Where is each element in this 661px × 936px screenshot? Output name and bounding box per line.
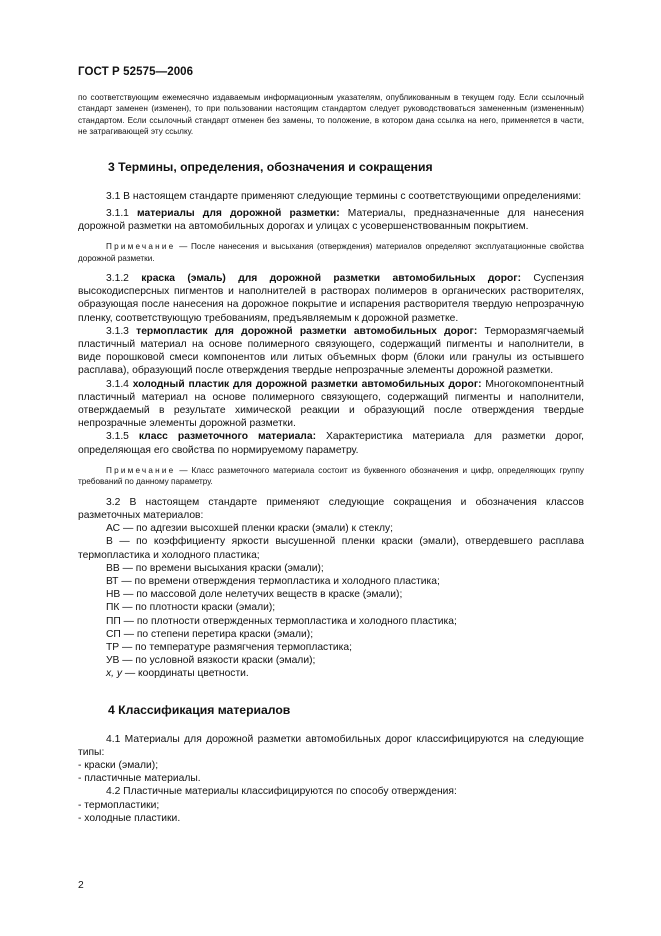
note-2 — [78, 465, 584, 488]
paragraph-3-2: 3.2 В настоящем стандарте применяют следующие сокращения и обозначения классов разметочных материалов: — [78, 496, 584, 521]
term-3-1-2 — [78, 272, 584, 325]
abbr-list-item: ВВ — по времени высыхания краски (эмали); — [106, 562, 324, 574]
term-name: краска (эмаль) для дорожной разметки автомобильных дорог: — [141, 273, 521, 285]
note-1 — [78, 241, 584, 264]
paragraph-3-1: 3.1 В настоящем стандарте применяют следующие термины с соответствующими определениями: — [106, 190, 582, 202]
note-label: Примечание — [106, 465, 176, 475]
abbr-list-item: УВ — по условной вязкости краски (эмали); — [106, 655, 316, 667]
section-3-title: 3 Термины, определения, обозначения и сокращения — [108, 159, 433, 174]
term-definition: Многокомпонентный пластичный материал на основе полимерного связующего, содержащий пигменты и наполнители, отверждаемый в результате химической реакции и образующий после отверждения твердые непрозрачные элементы дорожной разметки. — [78, 378, 584, 430]
term-definition: Суспензия высокодисперсных пигментов и наполнителей в растворах полимеров в органических растворителях, образующая после нанесения на дорожное покрытие и испарения растворителя твердую непрозрачную пленку, соответствующую требованиям, предъявляемым к дорожной разметке. — [78, 273, 584, 324]
page-number: 2 — [78, 880, 84, 891]
chromaticity-vars: x, y — [106, 668, 123, 680]
note-text: — Класс разметочного материала состоит из буквенного обозначения и цифр, определяющих группу требований по данному параметру. — [78, 465, 584, 487]
abbr-xy — [78, 667, 584, 680]
note-label: Примечание — [106, 242, 176, 252]
abbr-ac: АС — по адгезии высохшей пленки краски (эмали) к стеклу; — [106, 523, 393, 535]
term-number: 3.1.5 — [106, 431, 139, 443]
note-text: — После нанесения и высыхания (отверждения) материалов определяют эксплуатационные свойства дорожной разметки. — [78, 242, 584, 263]
term-name: термопластик для дорожной разметки автомобильных дорог: — [136, 325, 478, 337]
term-3-1-3 — [78, 325, 584, 378]
chromaticity-text: — координаты цветности. — [122, 668, 249, 680]
cure-list-item: - холодные пластики. — [78, 812, 181, 824]
abbr-b: В — по коэффициенту яркости высушенной пленки краски (эмали), отвердевшего расплава термопластика и холодного пластика; — [78, 536, 584, 561]
abbr-list-item: ПП — по плотности отвержденных термопластика и холодного пластика; — [106, 615, 457, 627]
document-header: ГОСТ Р 52575—2006 — [78, 66, 194, 78]
term-definition: Характеристика материала для разметки дорог, определяющая его свойства по нормируемому параметру. — [78, 431, 584, 456]
page-content — [78, 92, 584, 825]
term-name: материалы для дорожной разметки: — [137, 207, 340, 219]
term-number: 3.1.4 — [106, 378, 133, 390]
abbr-list-item: НВ — по массовой доле нелетучих веществ в краске (эмали); — [106, 589, 403, 601]
term-number: 3.1.3 — [106, 325, 137, 337]
term-number: 3.1.2 — [106, 273, 142, 285]
intro-paragraph: по соответствующим ежемесячно издаваемым информационным указателям, опубликованным в текущем году. Если ссылочный стандарт заменен (изменен), то при пользовании настоящим стандартом следует руководствоваться замененным (измененным) стандартом. Если ссылочный стандарт отменен без замены, то положение, в котором дана ссылка на него, применяется в части, не затрагивающей эту ссылку. — [78, 93, 584, 137]
term-3-1-5 — [78, 430, 584, 456]
cure-list-item: - термопластики; — [78, 799, 160, 811]
term-3-1-1 — [78, 207, 584, 233]
term-3-1-4 — [78, 378, 584, 431]
abbr-list-item: ТР — по температуре размягчения термопластика; — [106, 641, 352, 653]
type-list-item: - пластичные материалы. — [78, 773, 201, 785]
paragraph-4-1: 4.1 Материалы для дорожной разметки автомобильных дорог классифицируются на следующие типы: — [78, 733, 584, 758]
term-name: класс разметочного материала: — [138, 431, 316, 443]
term-number: 3.1.1 — [106, 207, 138, 219]
abbr-list-item: ВТ — по времени отверждения термопластика и холодного пластика; — [106, 575, 440, 587]
term-definition: Материалы, предназначенные для нанесения дорожной разметки на автомобильных дорогах и улицах с усовершенствованным покрытием. — [78, 207, 585, 233]
abbr-list-item: ПК — по плотности краски (эмали); — [106, 602, 276, 614]
section-4-title: 4 Классификация материалов — [108, 702, 291, 717]
abbr-list-item: СП — по степени перетира краски (эмали); — [106, 628, 314, 640]
paragraph-4-2: 4.2 Пластичные материалы классифицируются по способу отверждения: — [106, 786, 457, 798]
type-list-item: - краски (эмали); — [78, 759, 159, 771]
term-name: холодный пластик для дорожной разметки автомобильных дорог: — [132, 378, 482, 390]
term-definition: Терморазмягчаемый пластичный материал на основе полимерного связующего, содержащий пигменты и наполнители, в виде порошковой смеси компонентов или литых объемных форм (блоки или гранулы из остывшего расплава), образующий после отверждения твердые непрозрачные элементы дорожной разметки. — [78, 325, 584, 377]
